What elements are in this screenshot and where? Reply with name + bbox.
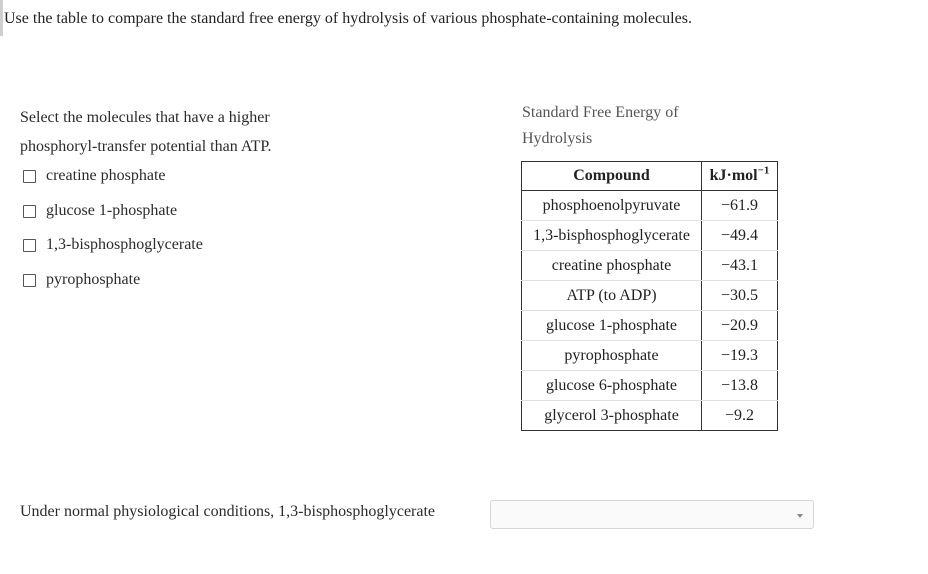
compound-cell: glucose 1-phosphate	[522, 311, 702, 341]
option-creatine-phosphate[interactable]	[23, 167, 166, 185]
answer-dropdown[interactable]	[490, 500, 814, 529]
table-row	[522, 221, 778, 251]
table-row	[522, 191, 778, 221]
table-row	[522, 251, 778, 281]
checkbox[interactable]	[23, 205, 36, 218]
option-label: creatine phosphate	[46, 167, 166, 184]
compound-cell: creatine phosphate	[522, 251, 702, 281]
checkbox[interactable]	[23, 170, 36, 183]
compound-cell: 1,3-bisphosphoglycerate	[522, 221, 702, 251]
compound-cell: ATP (to ADP)	[522, 281, 702, 311]
table-header-row	[522, 162, 778, 191]
unit-exponent: −1	[757, 164, 770, 177]
option-label: pyrophosphate	[46, 271, 141, 288]
free-energy-table	[521, 161, 778, 431]
table-row	[522, 401, 778, 431]
compound-cell: glucose 6-phosphate	[522, 371, 702, 401]
table-row	[522, 281, 778, 311]
checkbox[interactable]	[23, 239, 36, 252]
option-glucose-1-phosphate[interactable]	[23, 202, 177, 220]
option-label: glucose 1-phosphate	[46, 202, 178, 219]
question-text: Select the molecules that have a higher phosphoryl-transfer potential than ATP.	[20, 109, 272, 155]
caret-down-icon	[797, 514, 803, 518]
header-unit	[702, 162, 778, 191]
unit-base: kJ·mol	[709, 167, 758, 184]
left-edge-marker	[0, 0, 3, 36]
compound-cell: glycerol 3-phosphate	[522, 401, 702, 431]
value-cell: −61.9	[702, 191, 778, 221]
table-row	[522, 371, 778, 401]
compound-cell: phosphoenolpyruvate	[522, 191, 702, 221]
value-cell: −13.8	[702, 371, 778, 401]
value-cell: −19.3	[702, 341, 778, 371]
compound-cell: pyrophosphate	[522, 341, 702, 371]
option-label: 1,3-bisphosphoglycerate	[46, 236, 203, 253]
value-cell: −49.4	[702, 221, 778, 251]
table-row	[522, 341, 778, 371]
value-cell: −43.1	[702, 251, 778, 281]
header-compound: Compound	[522, 162, 702, 191]
value-cell: −30.5	[702, 281, 778, 311]
table-title: Standard Free Energy of Hydrolysis	[522, 104, 679, 147]
checkbox[interactable]	[23, 274, 36, 287]
option-1-3-bisphosphoglycerate[interactable]	[23, 236, 203, 254]
table-row	[522, 311, 778, 341]
prompt-text: Use the table to compare the standard free energy of hydrolysis of various phosphate-containing molecules.	[4, 10, 692, 27]
value-cell: −20.9	[702, 311, 778, 341]
option-pyrophosphate[interactable]	[23, 271, 140, 289]
sentence-prompt: Under normal physiological conditions, 1,3-bisphosphoglycerate	[20, 503, 436, 520]
value-cell: −9.2	[702, 401, 778, 431]
